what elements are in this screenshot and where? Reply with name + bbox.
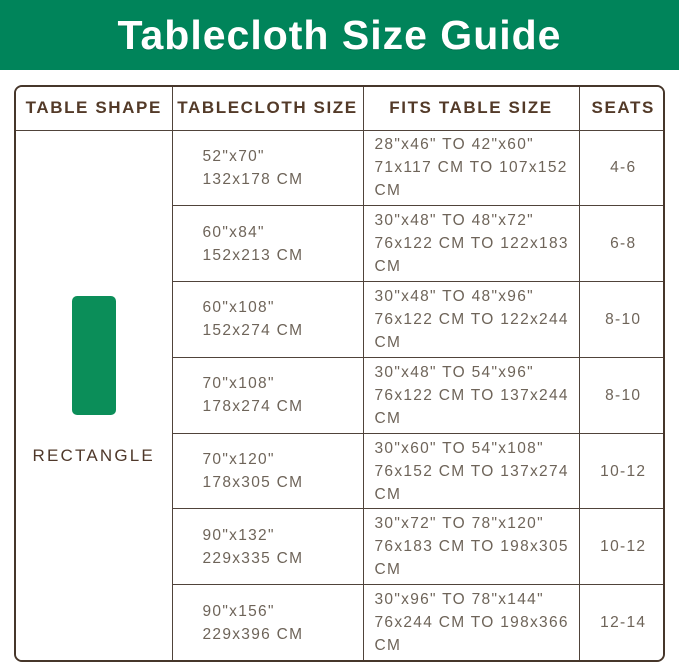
col-header-tablecloth-size: TABLECLOTH SIZE [172, 87, 363, 130]
fits-table-size-cell [363, 206, 579, 282]
size-inches: 60"x108" [202, 299, 275, 317]
shape-group [17, 296, 171, 467]
seats-cell: 8-10 [579, 282, 665, 358]
size-cm: 152x274 CM [202, 322, 304, 340]
size-guide-table [14, 85, 665, 662]
page-title: Tablecloth Size Guide [117, 11, 562, 58]
tablecloth-size-cell [172, 206, 363, 282]
fits-table-size-cell [363, 509, 579, 585]
size-cm: 152x213 CM [202, 246, 304, 264]
size-inches: 70"x120" [202, 451, 275, 469]
col-header-table-shape: TABLE SHAPE [16, 87, 172, 130]
fits-cm: 76x244 CM TO 198x366 CM [374, 614, 569, 655]
size-cm: 229x335 CM [202, 549, 304, 567]
shape-cell [16, 130, 172, 660]
tablecloth-size-cell [172, 433, 363, 509]
col-header-seats: SEATS [579, 87, 665, 130]
fits-cm: 76x152 CM TO 137x274 CM [374, 462, 569, 503]
tablecloth-size-cell [172, 585, 363, 660]
fits-inches: 28"x46" TO 42"x60" [374, 136, 534, 154]
header-row [16, 87, 665, 130]
fits-table-size-cell [363, 585, 579, 660]
fits-table-size-cell [363, 433, 579, 509]
tablecloth-size-cell [172, 357, 363, 433]
fits-inches: 30"x48" TO 48"x72" [374, 212, 534, 230]
fits-inches: 30"x60" TO 54"x108" [374, 439, 544, 457]
size-inches: 90"x156" [202, 602, 275, 620]
size-inches: 60"x84" [202, 223, 265, 241]
fits-cm: 76x122 CM TO 122x244 CM [374, 310, 569, 351]
fits-inches: 30"x96" TO 78"x144" [374, 591, 544, 609]
title-banner [0, 0, 679, 70]
size-cm: 178x274 CM [202, 398, 304, 416]
fits-cm: 76x122 CM TO 137x244 CM [374, 386, 569, 427]
fits-table-size-cell [363, 130, 579, 206]
fits-table-size-cell [363, 357, 579, 433]
size-cm: 132x178 CM [202, 170, 304, 188]
rectangle-shape-icon [72, 296, 116, 415]
size-cm: 229x396 CM [202, 625, 304, 643]
table-row [16, 130, 665, 206]
fits-inches: 30"x48" TO 48"x96" [374, 287, 534, 305]
seats-cell: 8-10 [579, 357, 665, 433]
size-inches: 70"x108" [202, 375, 275, 393]
tablecloth-size-cell [172, 130, 363, 206]
fits-table-size-cell [363, 282, 579, 358]
fits-inches: 30"x48" TO 54"x96" [374, 363, 534, 381]
size-inches: 52"x70" [202, 147, 265, 165]
seats-cell: 6-8 [579, 206, 665, 282]
fits-inches: 30"x72" TO 78"x120" [374, 515, 544, 533]
tablecloth-size-cell [172, 282, 363, 358]
fits-cm: 76x122 CM TO 122x183 CM [374, 235, 569, 276]
seats-cell: 4-6 [579, 130, 665, 206]
fits-cm: 76x183 CM TO 198x305 CM [374, 538, 569, 579]
seats-cell: 10-12 [579, 433, 665, 509]
seats-cell: 10-12 [579, 509, 665, 585]
tablecloth-size-cell [172, 509, 363, 585]
size-inches: 90"x132" [202, 526, 275, 544]
col-header-fits-table-size: FITS TABLE SIZE [363, 87, 579, 130]
size-table [16, 87, 665, 660]
size-cm: 178x305 CM [202, 474, 304, 492]
seats-cell: 12-14 [579, 585, 665, 660]
shape-label: RECTANGLE [32, 445, 155, 465]
fits-cm: 71x117 CM TO 107x152 CM [374, 159, 568, 200]
